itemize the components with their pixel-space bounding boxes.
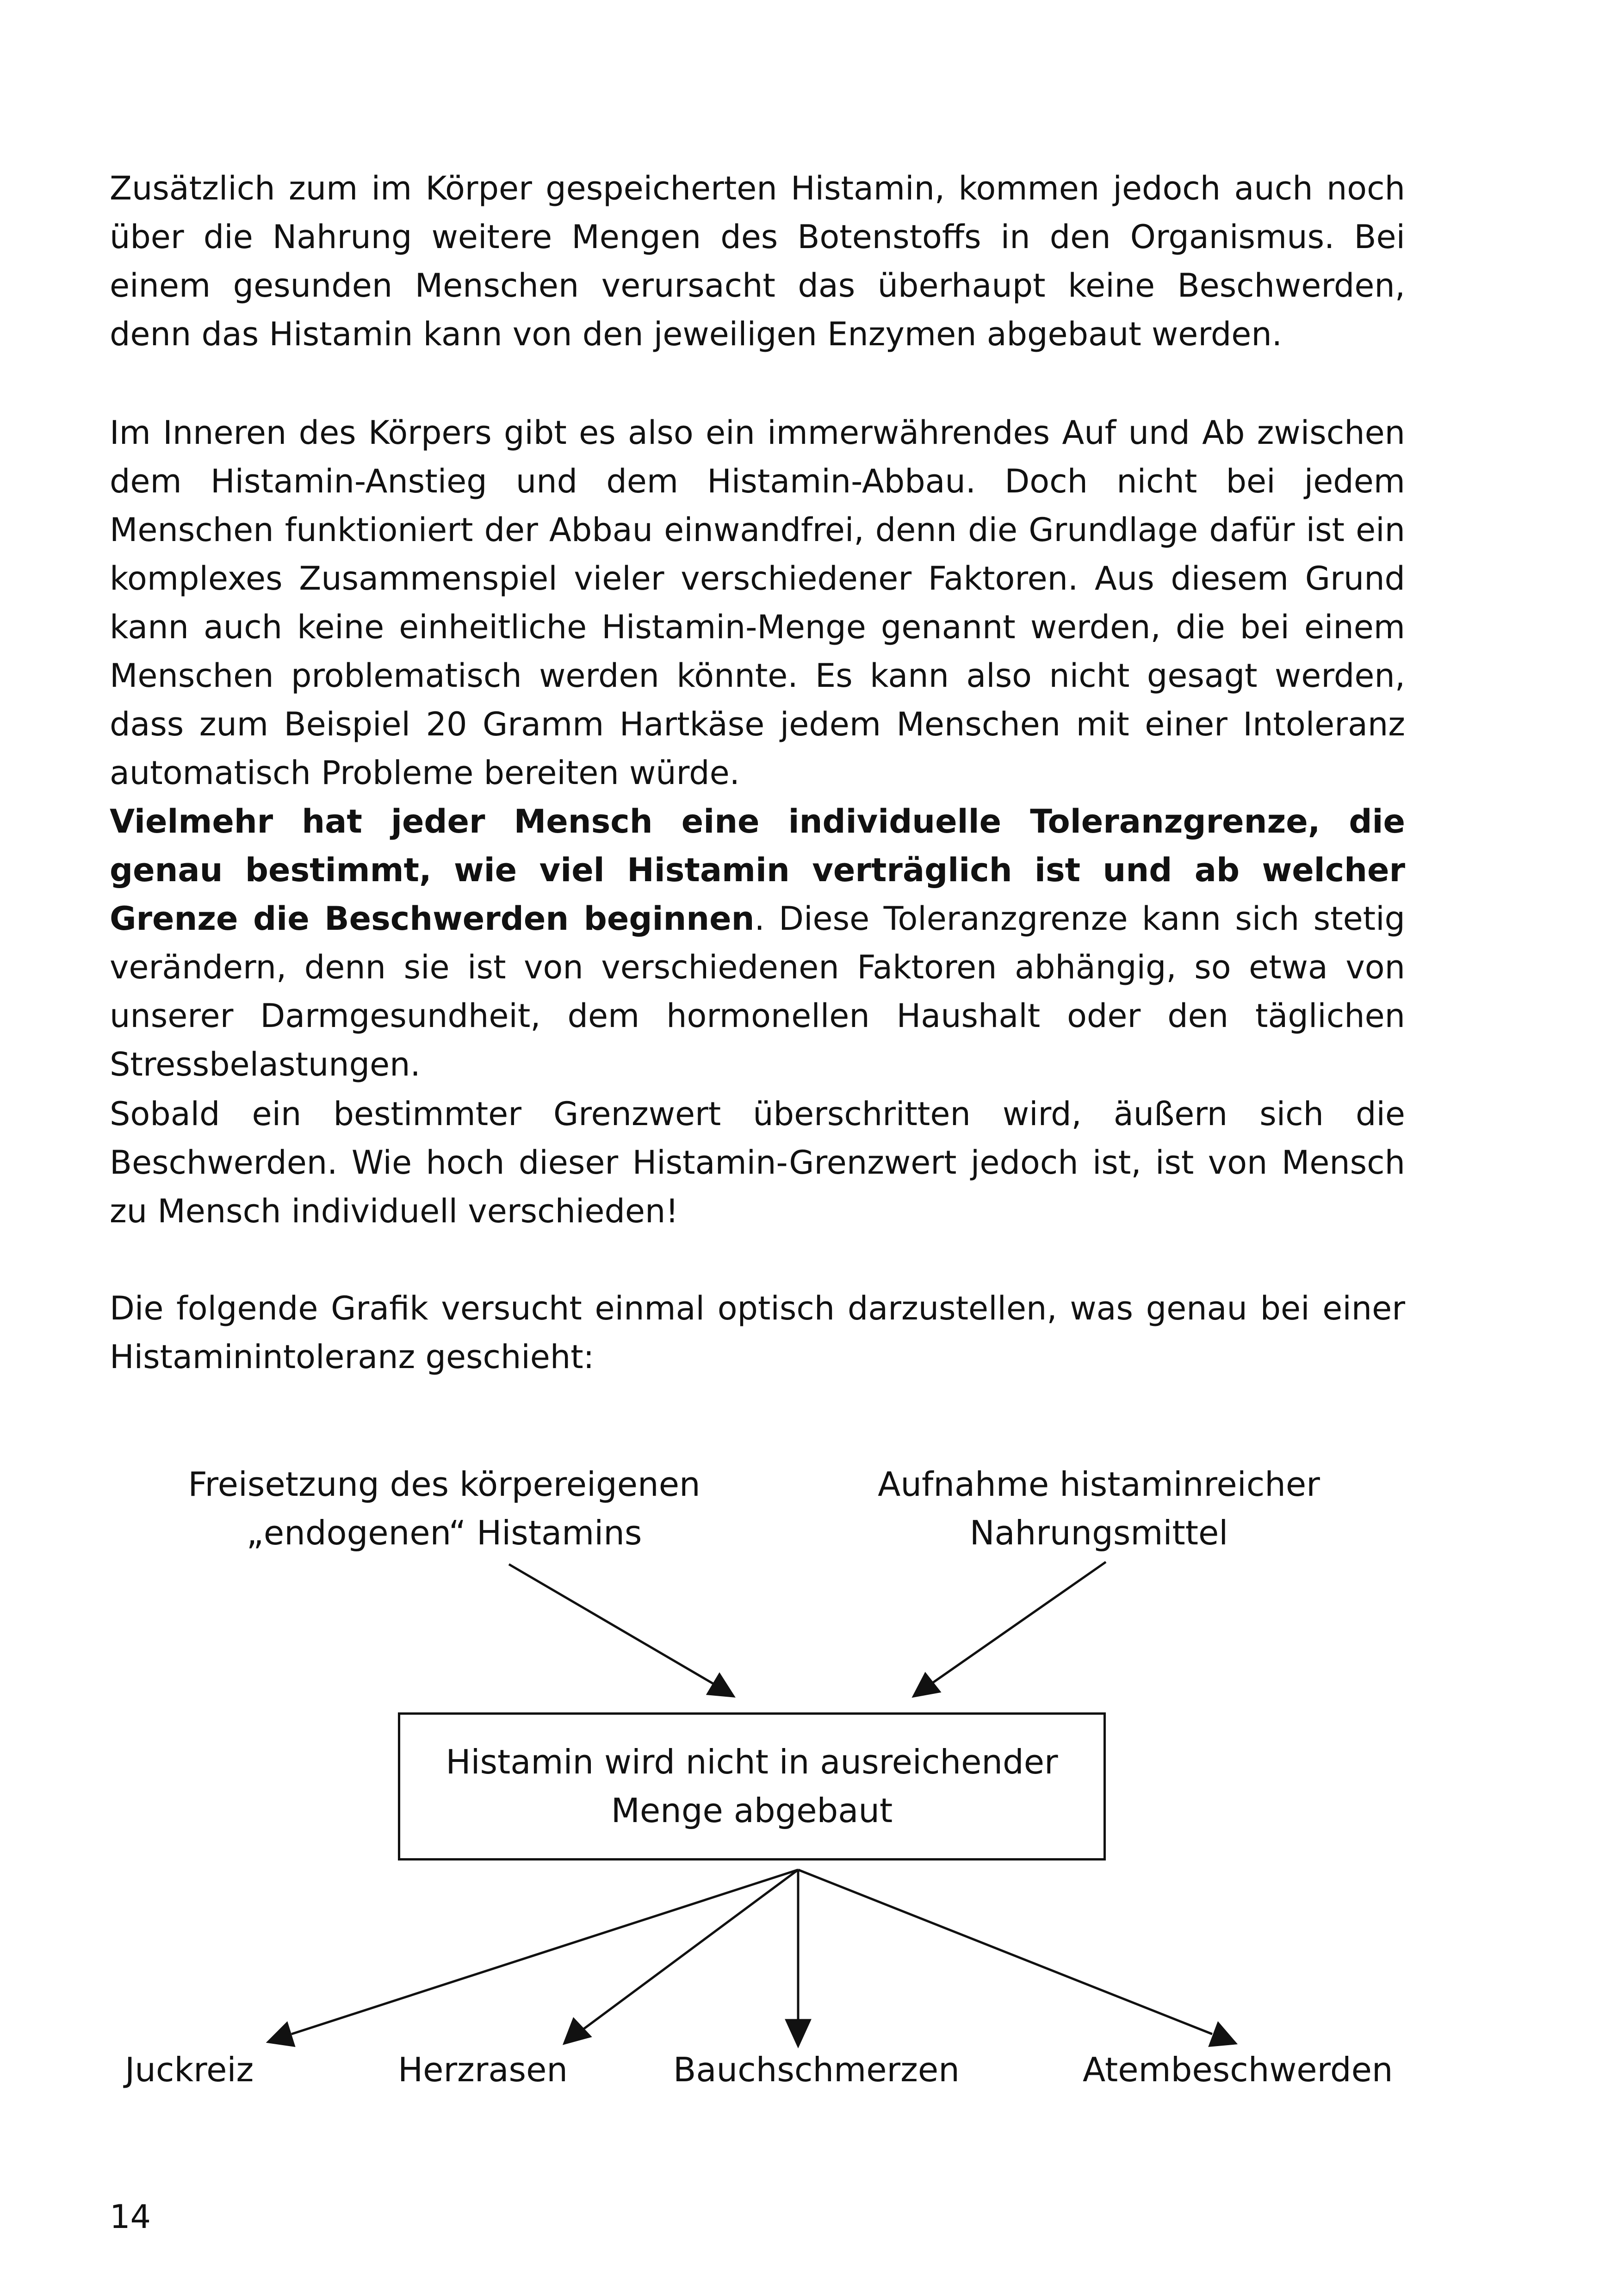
arrowhead-endogenous xyxy=(708,1674,733,1696)
arrowhead-herzrasen xyxy=(564,2019,590,2043)
arrow-endogenous-to-center xyxy=(509,1564,715,1685)
center-box xyxy=(398,1712,1106,1860)
center-line-1: Histamin wird nicht in ausreichender xyxy=(446,1742,1058,1781)
arrowhead-juckreiz xyxy=(268,2023,294,2046)
symptom-atembeschwerden: Atembeschwerden xyxy=(1083,2050,1393,2089)
arrow-center-to-atembeschwerden xyxy=(798,1870,1212,2034)
paragraph-1: Zusätzlich zum im Körper gespeicherten Histamin, kommen jedoch auch noch über die Nahrung weitere Mengen des Botenstoffs in den Organismus. Bei einem gesunden Menschen verursacht das überhaupt keine Beschwerden, denn das Histamin kann von den jeweiligen Enzymen abgebaut werden. xyxy=(110,169,1405,353)
arrow-center-to-herzrasen xyxy=(583,1870,798,2029)
source-food-line-2: Nahrungsmittel xyxy=(969,1513,1228,1552)
paragraph-2-bold-text: Vielmehr hat jeder Mensch eine individuelle Toleranzgrenze, die genau bestimmt, wie viel Histamin verträglich ist und ab welcher Grenze die Beschwerden beginnen xyxy=(110,803,1405,938)
source-endogenous-line-2: „endogenen“ Histamins xyxy=(246,1513,642,1552)
symptom-bauchschmerzen: Bauchschmerzen xyxy=(673,2050,960,2089)
arrowhead-atembeschwerden xyxy=(1210,2023,1235,2046)
paragraph-2-rest: . Diese Toleranzgrenze kann sich stetig verändern, denn sie ist von verschiedenen Faktoren abhängig, so etwa von unserer Darmgesundheit, dem hormonellen Haushalt oder den täglichen Stressbelastungen. xyxy=(110,900,1405,1083)
source-histamine-rich-food xyxy=(833,1460,1365,1557)
paragraph-3: Sobald ein bestimmter Grenzwert überschritten wird, äußern sich die Beschwerden. Wie hoch dieser Histamin-Grenzwert jedoch ist, ist von Mensch zu Mensch individuell verschieden! xyxy=(110,1095,1405,1230)
source-endogenous-line-1: Freisetzung des körpereigenen xyxy=(188,1465,701,1504)
center-box-text xyxy=(400,1738,1103,1835)
arrowhead-food xyxy=(914,1674,939,1696)
arrowhead-bauchschmerzen xyxy=(787,2020,810,2046)
page-number: 14 xyxy=(110,2198,151,2236)
symptom-herzrasen: Herzrasen xyxy=(398,2050,568,2089)
center-line-2: Menge abgebaut xyxy=(611,1791,893,1830)
paragraph-4: Die folgende Grafik versucht einmal optisch darzustellen, was genau bei einer Histaminintoleranz geschieht: xyxy=(110,1289,1405,1376)
arrow-food-to-center xyxy=(930,1562,1106,1685)
arrow-center-to-juckreiz xyxy=(291,1870,798,2034)
source-food-line-1: Aufnahme histaminreicher xyxy=(878,1465,1320,1504)
symptom-juckreiz: Juckreiz xyxy=(125,2050,254,2089)
paragraph-2-text: Im Inneren des Körpers gibt es also ein immerwährendes Auf und Ab zwischen dem Histamin-Anstieg und dem Histamin-Abbau. Doch nicht bei jedem Menschen funktioniert der Abbau einwandfrei, denn die Grundlage dafür ist ein komplexes Zusammenspiel vieler verschiedener Faktoren. Aus diesem Grund kann auch keine einheitliche Histamin-Menge genannt werden, die bei einem Menschen problematisch werden könnte. Es kann also nicht gesagt werden, dass zum Beispiel 20 Gramm Hartkäse jedem Menschen mit einer Intoleranz automatisch Probleme bereiten würde. xyxy=(110,414,1405,792)
source-endogenous-histamine xyxy=(167,1460,722,1557)
